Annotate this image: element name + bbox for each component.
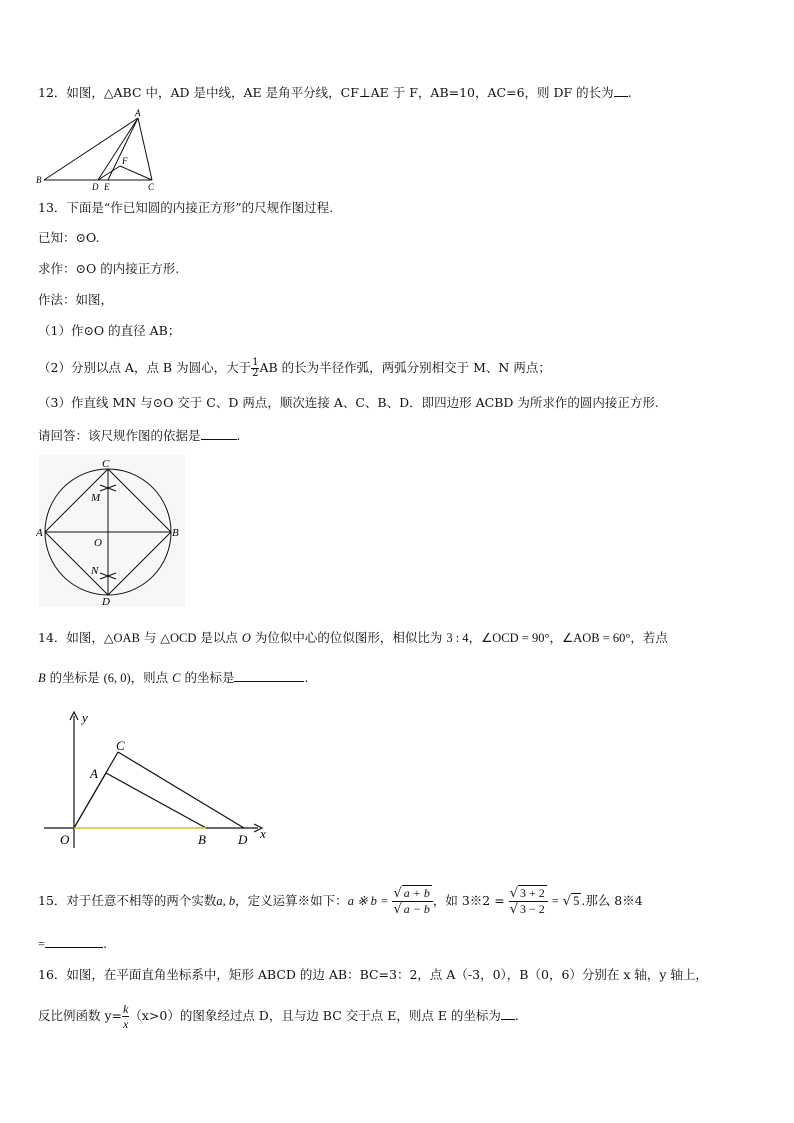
q14-label-y: y <box>82 710 88 725</box>
q14-point-c: C <box>172 671 181 685</box>
q14-point-b: B <box>38 671 46 685</box>
q15-ex-result: 5 <box>573 894 580 908</box>
q13-known: 已知：⊙O. <box>38 230 100 245</box>
q14-line2-e: 的坐标是 <box>180 670 235 685</box>
q14-label-b: B <box>198 832 206 847</box>
q14-label-a: A <box>90 766 98 781</box>
q13-label-c: C <box>102 458 110 470</box>
q14-line1 <box>38 629 668 647</box>
q15-def-fraction <box>392 886 432 917</box>
q14-line2 <box>38 669 308 687</box>
q14-line2-c: ，则点 <box>130 670 173 685</box>
q13-step1: （1）作⊙O 的直径 AB； <box>38 323 181 338</box>
q13-step2-b: AB 的长为半径作弧，两弧分别相交于 M、N 两点； <box>259 360 551 375</box>
q15-line2-end: . <box>103 936 108 951</box>
q13-step3: （3）作直线 MN 与⊙O 交于 C、D 两点，顺次连接 A、C、B、D．即四边形 ACBD 为所求作的圆内接正方形. <box>38 395 659 410</box>
q14-label-o: O <box>60 832 70 847</box>
q14-ratio: 3 : 4 <box>446 631 469 645</box>
q15-text-d: .那么 8※4 <box>581 893 643 908</box>
q15-def-den: √ a − b <box>393 902 430 917</box>
q13-label-n: N <box>91 565 99 577</box>
q12-text <box>38 84 632 102</box>
q15-text-b: ，定义运算※如下： <box>235 893 348 908</box>
q13-figure <box>36 455 186 607</box>
q13-step2-frac-num: 1 <box>252 357 259 368</box>
q15-text-a: 15．对于任意不相等的两个实数 <box>38 893 217 908</box>
q14-line2-b: 的坐标是 <box>45 670 104 685</box>
q13-required: 求作：⊙O 的内接正方形. <box>38 261 180 276</box>
q14-text-b: 与 <box>139 630 161 645</box>
q15-vars: a, b <box>216 894 236 908</box>
q13-label-b: B <box>172 527 179 539</box>
q14-angle2: ∠AOB = 60° <box>562 631 631 645</box>
q12-label-c: C <box>148 182 155 192</box>
q13-step2-frac-den: 2 <box>252 368 259 379</box>
q13-ask-end: . <box>236 428 241 443</box>
q14-text-e: ，若点 <box>630 630 668 645</box>
q14-figure <box>38 708 278 852</box>
q12-figure <box>36 106 166 192</box>
q14-tri2: △OCD <box>160 631 197 645</box>
q13-title: 13．下面是“作已知圆的内接正方形”的尺规作图过程. <box>38 200 334 215</box>
q14-text-c: 是以点 <box>196 630 242 645</box>
q16-frac-den: x <box>123 1017 129 1031</box>
q15-example-fraction <box>509 886 548 917</box>
q14-sep1: ， <box>468 630 482 645</box>
q15-def-num-text: a + b <box>403 886 430 900</box>
q15-ex-num-text: 3 + 2 <box>519 886 545 900</box>
q14-label-x: x <box>260 826 266 841</box>
q14-angle1: ∠OCD = 90° <box>481 631 550 645</box>
q12-label-f: F <box>122 156 128 166</box>
q15-line1: 15．对于任意不相等的两个实数a, b，定义运算※如下：a ※ b = $\frac{√ a + b}{√ a - b}$ ，如 3※2 = $\frac{√ 3 + 2}{√ 3 - 2}$ = √ 5 .那么 8※4 <box>38 886 643 917</box>
q14-label-d: D <box>238 832 248 847</box>
q13-label-o: O <box>94 537 102 549</box>
q13-ask <box>38 427 241 445</box>
q15-ex-den: √ 3 − 2 <box>509 902 545 917</box>
q15-ex-num: √ 3 + 2 <box>509 886 548 902</box>
q16-line2 <box>38 1002 519 1031</box>
q16-line2-a: 反比例函数 y= <box>38 1008 123 1023</box>
q15-line2-eq: = <box>38 937 46 951</box>
q14-label-c: C <box>116 738 125 753</box>
q15-ex-den-text: 3 − 2 <box>519 902 545 916</box>
q13-label-d: D <box>102 596 110 607</box>
q15-def-lhs: a ※ b = <box>347 894 389 908</box>
q15-def-num: √ a + b <box>392 886 432 902</box>
q14-answer-blank[interactable] <box>234 669 304 682</box>
q13-step2-a: （2）分别以点 A，点 B 为圆心，大于 <box>38 360 252 375</box>
q14-sep2: ， <box>549 630 562 645</box>
q16-line2-b: （x>0）的图象经过点 D，且与边 BC 交于点 E，则点 E 的坐标为 <box>129 1008 501 1023</box>
q12-label-d: D <box>92 182 99 192</box>
q14-tri1: △OAB <box>103 631 140 645</box>
q15-answer-blank[interactable] <box>45 935 103 948</box>
q14-text-a: 14．如图， <box>38 630 104 645</box>
q16-answer-blank[interactable] <box>501 1007 515 1020</box>
q15-line2 <box>38 935 107 953</box>
q12-text-a: 12．如图， <box>38 85 104 100</box>
q12-label-a: A <box>135 108 141 118</box>
q13-ask-text: 请回答：该尺规作图的依据是 <box>38 428 201 443</box>
q12-answer-blank[interactable] <box>614 84 628 97</box>
q14-line2-end: . <box>304 670 309 685</box>
q15-def-den-text: a − b <box>403 902 430 916</box>
q14-center: O <box>241 631 251 645</box>
q13-step2 <box>38 358 551 379</box>
q14-coord-b: (6, 0) <box>103 671 131 685</box>
q14-text-d: 为位似中心的位似图形，相似比为 <box>250 630 447 645</box>
q13-label-m: M <box>91 492 101 504</box>
q16-frac-num: k <box>123 1002 129 1016</box>
q12-label-b: B <box>36 175 42 185</box>
q12-text-end: . <box>627 85 632 100</box>
q15-ex-eq: = <box>551 894 559 908</box>
q15-text-c: ，如 3※2 = <box>432 893 505 908</box>
q13-label-a: A <box>36 527 43 539</box>
q13-answer-blank[interactable] <box>201 427 237 440</box>
q12-label-e: E <box>104 182 110 192</box>
q13-method: 作法：如图， <box>38 292 114 307</box>
q12-text-b: △ABC 中，AD 是中线，AE 是角平分线，CF⊥AE 于 F，AB=10，AC=6，则 DF 的长为 <box>103 85 614 100</box>
q16-line2-end: . <box>514 1008 519 1023</box>
q16-line1: 16．如图，在平面直角坐标系中，矩形 ABCD 的边 AB：BC=3：2，点 A（-3，0），B（0，6）分别在 x 轴，y 轴上， <box>38 967 708 982</box>
